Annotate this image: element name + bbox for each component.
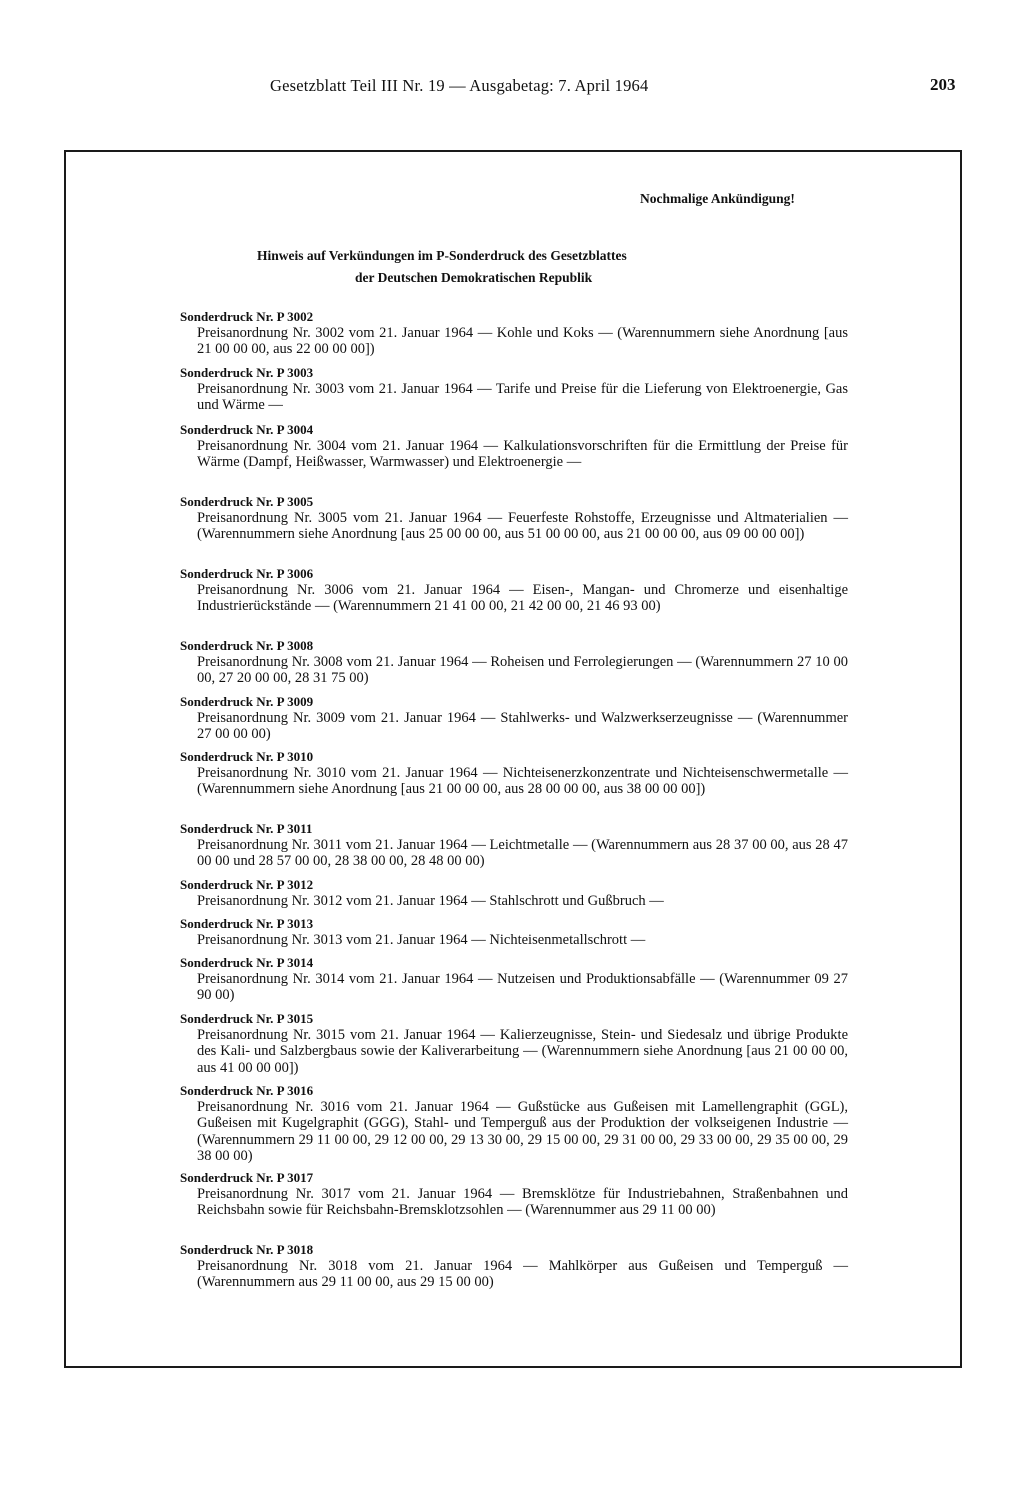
list-item — [180, 1011, 848, 1076]
entry-title: Sonderdruck Nr. P 3006 — [180, 566, 314, 581]
entry-title: Sonderdruck Nr. P 3008 — [180, 638, 314, 653]
entry-text: Preisanordnung Nr. 3005 vom 21. Januar 1964 — Feuerfeste Rohstoffe, Erzeugnisse und Altmaterialien — (Warennummern siehe Anordnung [aus 25 00 00 00, aus 51 00 00 00, aus 21 00 00 00, aus 09 00 00 00]) — [197, 510, 848, 543]
entry-text: Preisanordnung Nr. 3009 vom 21. Januar 1964 — Stahlwerks- und Walzwerkserzeugnisse — (Warennummer 27 00 00 00) — [197, 710, 848, 743]
entry-text: Preisanordnung Nr. 3002 vom 21. Januar 1964 — Kohle und Koks — (Warennummern siehe Anordnung [aus 21 00 00 00, aus 22 00 00 00]) — [197, 325, 848, 358]
entry-text: Preisanordnung Nr. 3008 vom 21. Januar 1964 — Roheisen und Ferrolegierungen — (Warennummern 27 10 00 00, 27 20 00 00, 28 31 75 00) — [197, 654, 848, 687]
list-item — [180, 916, 848, 948]
entry-title: Sonderdruck Nr. P 3016 — [180, 1083, 314, 1098]
section-heading-line2: der Deutschen Demokratischen Republik — [355, 270, 593, 285]
list-item — [180, 494, 848, 543]
list-item — [180, 422, 848, 471]
list-item — [180, 1083, 848, 1164]
list-item — [180, 365, 848, 414]
entry-text: Preisanordnung Nr. 3010 vom 21. Januar 1964 — Nichteisenerzkonzentrate und Nichteisenschwermetalle — (Warennummern siehe Anordnung [aus 21 00 00 00, aus 28 00 00 00, aus 38 00 00 00]) — [197, 765, 848, 798]
entry-text: Preisanordnung Nr. 3006 vom 21. Januar 1964 — Eisen-, Mangan- und Chromerze und eisenhaltige Industrierückstände — (Warennummern 21 41 00 00, 21 42 00 00, 21 46 93 00) — [197, 582, 848, 615]
list-item — [180, 638, 848, 687]
list-item — [180, 821, 848, 870]
list-item — [180, 1170, 848, 1219]
entry-text: Preisanordnung Nr. 3015 vom 21. Januar 1964 — Kalierzeugnisse, Stein- und Siedesalz und übrige Produkte des Kali- und Salzbergbaus sowie der Kaliverarbeitung — (Warennummern siehe Anordnung [aus 21 00 00 00, aus 41 00 00 00]) — [197, 1027, 848, 1076]
entry-title: Sonderdruck Nr. P 3014 — [180, 955, 314, 970]
list-item — [180, 694, 848, 743]
entry-title: Sonderdruck Nr. P 3002 — [180, 309, 314, 324]
entry-title: Sonderdruck Nr. P 3005 — [180, 494, 314, 509]
entry-title: Sonderdruck Nr. P 3011 — [180, 821, 313, 836]
list-item — [180, 566, 848, 615]
entry-text: Preisanordnung Nr. 3012 vom 21. Januar 1964 — Stahlschrott und Gußbruch — — [197, 893, 664, 909]
notice-label: Nochmalige Ankündigung! — [640, 191, 795, 206]
list-item — [180, 877, 848, 909]
section-heading-line1: Hinweis auf Verkündungen im P-Sonderdruck des Gesetzblattes — [257, 248, 627, 263]
entry-text: Preisanordnung Nr. 3016 vom 21. Januar 1964 — Gußstücke aus Gußeisen mit Lamellengraphit (GGL), Gußeisen mit Kugelgraphit (GGG), Stahl- und Temperguß aus der Produktion der volkseigenen Industrie — (Warennummern 29 11 00 00, 29 12 00 00, 29 13 30 00, 29 15 00 00, 29 31 00 00, 29 33 00 00, 29 35 00 00, 29 38 00 00) — [197, 1099, 848, 1164]
page-header — [0, 76, 1024, 98]
entry-title: Sonderdruck Nr. P 3009 — [180, 694, 314, 709]
list-item — [180, 1242, 848, 1291]
entry-title: Sonderdruck Nr. P 3010 — [180, 749, 314, 764]
list-item — [180, 309, 848, 358]
gazette-title: Gesetzblatt Teil III Nr. 19 — Ausgabetag: 7. April 1964 — [270, 76, 649, 95]
entry-title: Sonderdruck Nr. P 3013 — [180, 916, 314, 931]
list-item — [180, 749, 848, 798]
entry-title: Sonderdruck Nr. P 3017 — [180, 1170, 314, 1185]
entry-text: Preisanordnung Nr. 3011 vom 21. Januar 1964 — Leichtmetalle — (Warennummern aus 28 37 00 00, aus 28 47 00 00 und 28 57 00 00, 28 38 00 00, 28 48 00 00) — [197, 837, 848, 870]
entry-text: Preisanordnung Nr. 3013 vom 21. Januar 1964 — Nichteisenmetallschrott — — [197, 932, 646, 948]
entry-title: Sonderdruck Nr. P 3003 — [180, 365, 314, 380]
entry-title: Sonderdruck Nr. P 3018 — [180, 1242, 314, 1257]
entry-text: Preisanordnung Nr. 3017 vom 21. Januar 1964 — Bremsklötze für Industriebahnen, Straßenbahnen und Reichsbahn sowie für Reichsbahn-Bremsklotzsohlen — (Warennummer aus 29 11 00 00) — [197, 1186, 848, 1219]
entry-title: Sonderdruck Nr. P 3015 — [180, 1011, 314, 1026]
entry-title: Sonderdruck Nr. P 3012 — [180, 877, 314, 892]
list-item — [180, 955, 848, 1004]
entry-text: Preisanordnung Nr. 3014 vom 21. Januar 1964 — Nutzeisen und Produktionsabfälle — (Warennummer 09 27 90 00) — [197, 971, 848, 1004]
entry-text: Preisanordnung Nr. 3004 vom 21. Januar 1964 — Kalkulationsvorschriften für die Ermittlung der Preise für Wärme (Dampf, Heißwasser, Warmwasser) und Elektroenergie — — [197, 438, 848, 471]
entry-title: Sonderdruck Nr. P 3004 — [180, 422, 314, 437]
entry-text: Preisanordnung Nr. 3003 vom 21. Januar 1964 — Tarife und Preise für die Lieferung von Elektroenergie, Gas und Wärme — — [197, 381, 848, 414]
page-number: 203 — [930, 75, 956, 94]
entry-text: Preisanordnung Nr. 3018 vom 21. Januar 1964 — Mahlkörper aus Gußeisen und Temperguß — (Warennummern aus 29 11 00 00, aus 29 15 00 00) — [197, 1258, 848, 1291]
